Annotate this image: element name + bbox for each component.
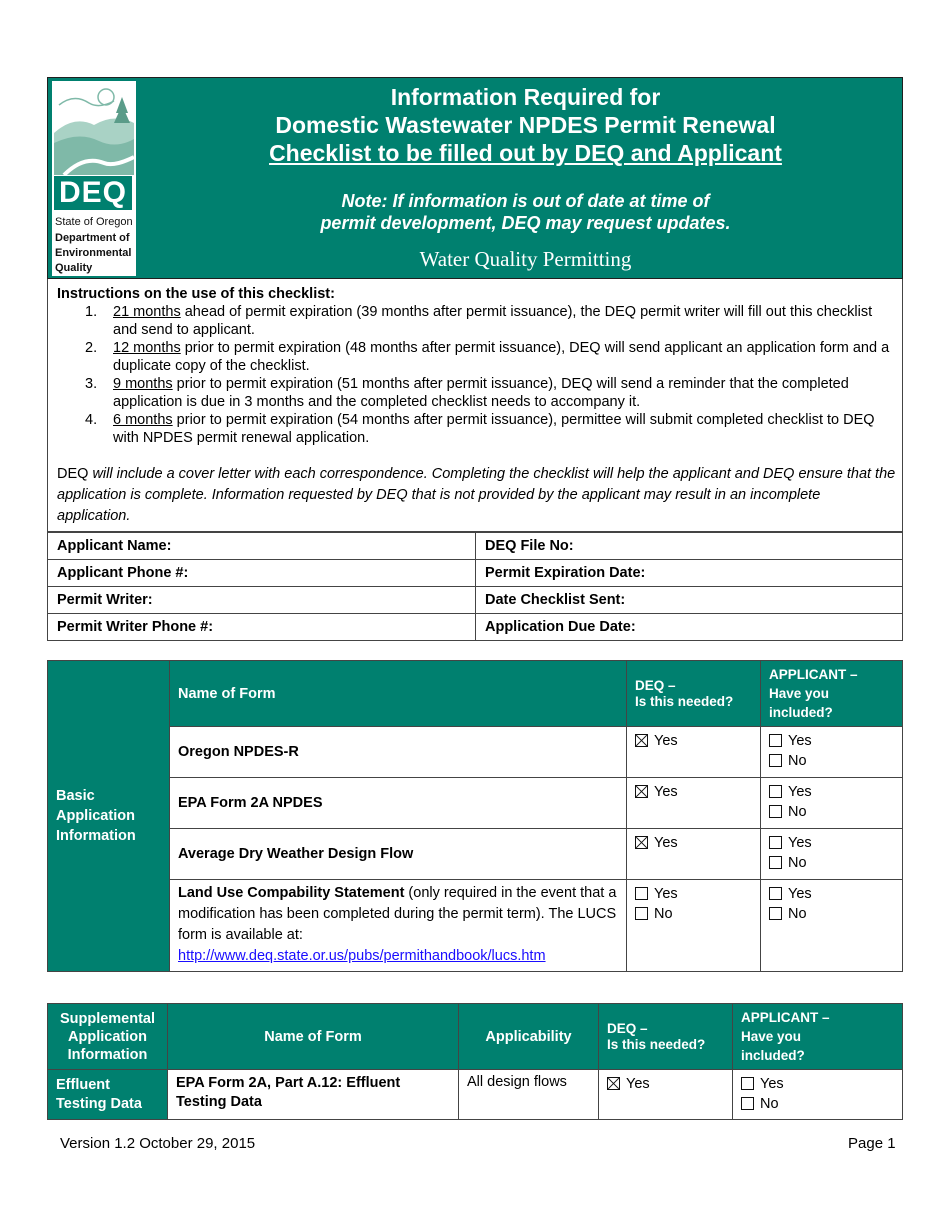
deq-needed-cell: Yes	[599, 1070, 733, 1120]
checkbox-checked-icon[interactable]	[635, 785, 648, 798]
deq-file-no-field[interactable]: DEQ File No:	[476, 533, 903, 560]
col-deq-needed: DEQ – Is this needed?	[627, 661, 761, 727]
form-name: EPA Form 2A, Part A.12: Effluent Testing Data	[168, 1070, 459, 1120]
checkbox-icon[interactable]	[769, 856, 782, 869]
logo-line-state: State of Oregon	[55, 216, 133, 228]
deq-logo-mark: DEQ	[54, 176, 132, 210]
col-name-of-form: Name of Form	[170, 661, 627, 727]
col-applicant-included: APPLICANT – Have you included?	[761, 661, 903, 727]
basic-application-table	[47, 660, 903, 972]
lucs-form-cell: Land Use Compability Statement (only required in the event that a modification has been completed during the permit term). The LUCS form is available at: http://www.deq.state.or.us/pubs/permithandbook/lucs.htm	[170, 880, 627, 972]
checkbox-icon[interactable]	[769, 785, 782, 798]
col-deq-needed: DEQ – Is this needed?	[599, 1004, 733, 1070]
footer-page-number: Page 1	[848, 1135, 896, 1152]
landscape-logo-icon	[54, 83, 134, 175]
applicant-included-cell: Yes No	[733, 1070, 903, 1120]
update-note	[158, 190, 893, 234]
applicant-included-cell: Yes No	[761, 727, 903, 778]
supplemental-section-label: Supplemental Application Information	[48, 1004, 168, 1070]
form-name: Average Dry Weather Design Flow	[170, 829, 627, 880]
applicant-included-cell: Yes No	[761, 778, 903, 829]
date-sent-field[interactable]: Date Checklist Sent:	[476, 587, 903, 614]
permit-writer-field[interactable]: Permit Writer:	[48, 587, 476, 614]
checkbox-icon[interactable]	[635, 907, 648, 920]
footer-version: Version 1.2 October 29, 2015	[60, 1135, 256, 1152]
col-applicant-included: APPLICANT – Have you included?	[733, 1004, 903, 1070]
title-line-1: Information Required for	[390, 84, 661, 110]
basic-section-label: Basic Application Information	[48, 661, 170, 972]
applicant-phone-field[interactable]: Applicant Phone #:	[48, 560, 476, 587]
permit-expiration-field[interactable]: Permit Expiration Date:	[476, 560, 903, 587]
logo-line-dept: Department of	[55, 232, 130, 244]
checkbox-icon[interactable]	[769, 734, 782, 747]
checkbox-checked-icon[interactable]	[635, 734, 648, 747]
title-line-3: Checklist to be filled out by DEQ and Applicant	[269, 140, 782, 166]
checkbox-icon[interactable]	[635, 887, 648, 900]
title-line-2: Domestic Wastewater NPDES Permit Renewal	[275, 112, 776, 138]
lucs-form-link[interactable]: http://www.deq.state.or.us/pubs/permithandbook/lucs.htm	[178, 948, 546, 964]
checkbox-checked-icon[interactable]	[635, 836, 648, 849]
deq-needed-cell: Yes No	[627, 880, 761, 972]
checkbox-icon[interactable]	[769, 754, 782, 767]
effluent-testing-label: Effluent Testing Data	[48, 1070, 168, 1120]
supplemental-application-table	[47, 1003, 903, 1120]
checkbox-icon[interactable]	[741, 1077, 754, 1090]
form-name: EPA Form 2A NPDES	[170, 778, 627, 829]
form-name: Oregon NPDES-R	[170, 727, 627, 778]
deq-logo	[52, 81, 136, 276]
writer-phone-field[interactable]: Permit Writer Phone #:	[48, 614, 476, 641]
checkbox-icon[interactable]	[769, 836, 782, 849]
deq-needed-cell: Yes	[627, 727, 761, 778]
deq-needed-cell: Yes	[627, 829, 761, 880]
col-applicability: Applicability	[459, 1004, 599, 1070]
header-banner	[47, 77, 903, 279]
deq-needed-cell: Yes	[627, 778, 761, 829]
applicant-name-field[interactable]: Applicant Name:	[48, 533, 476, 560]
due-date-field[interactable]: Application Due Date:	[476, 614, 903, 641]
logo-line-quality: Quality	[55, 262, 93, 274]
col-name-of-form: Name of Form	[168, 1004, 459, 1070]
page-title	[158, 83, 893, 167]
applicant-included-cell: Yes No	[761, 829, 903, 880]
instructions-title: Instructions on the use of this checklist:	[57, 286, 335, 302]
checkbox-icon[interactable]	[769, 887, 782, 900]
division-name: Water Quality Permitting	[419, 247, 632, 271]
cover-letter-paragraph: DEQ will include a cover letter with each correspondence. Completing the checklist will help the applicant and DEQ ensure that the application is complete. Information requested by DEQ that is not provided by the applicant may result in an incomplete application.	[57, 466, 896, 524]
checkbox-icon[interactable]	[769, 907, 782, 920]
checkbox-icon[interactable]	[741, 1097, 754, 1110]
note-line-1: Note: If information is out of date at time of	[341, 191, 710, 211]
checkbox-checked-icon[interactable]	[607, 1077, 620, 1090]
instructions-box: Instructions on the use of this checklist: 1. 21 months ahead of permit expiration (39 months after permit issuance), the DEQ permit writer will fill out this checklist and send to applicant. 2. 12 months prior to permit expiration (48 months after permit issuance), DEQ will send applicant an application form and a duplicate copy of the checklist. 3. 9 months prior to permit expiration (51 months after permit issuance), DEQ will send a reminder that the completed application is due in 3 months and the completed checklist needs to accompany it. 4. 6 months prior to permit expiration (54 months after permit issuance), permittee will submit completed checklist to DEQ with NPDES permit renewal application. DEQ will include a cover letter with each correspondence. Completing the checklist will help the applicant and DEQ ensure that the application is complete. Information requested by DEQ that is not provided by the applicant may result in an incomplete application.	[47, 279, 903, 532]
applicant-info-grid	[47, 532, 903, 641]
applicability-cell: All design flows	[459, 1070, 599, 1120]
checkbox-icon[interactable]	[769, 805, 782, 818]
applicant-included-cell: Yes No	[761, 880, 903, 972]
logo-line-env: Environmental	[55, 247, 132, 259]
note-line-2: permit development, DEQ may request updates.	[320, 213, 731, 233]
